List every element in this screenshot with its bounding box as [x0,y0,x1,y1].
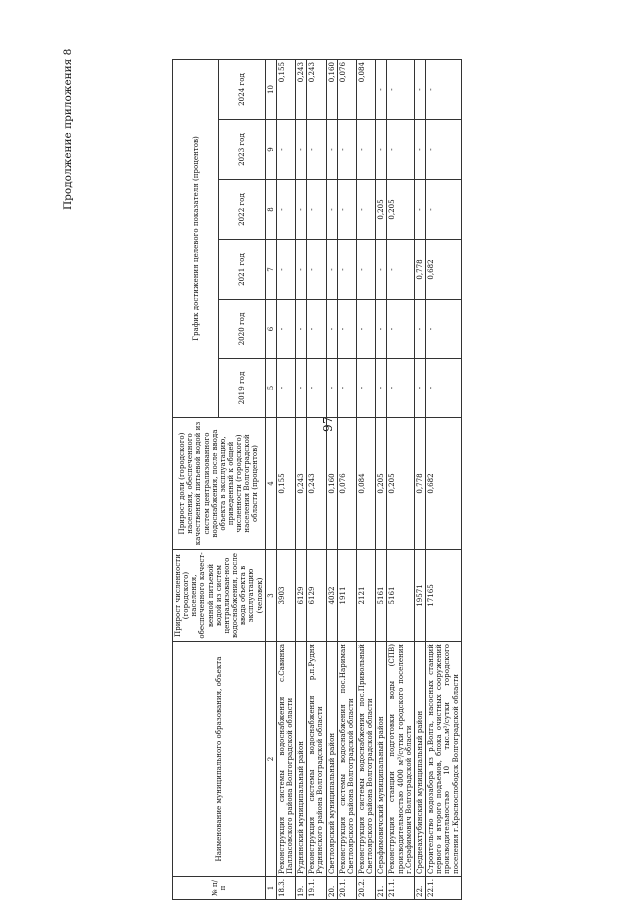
header-schedule: График достижения целевого показателя (процентов) [173,59,219,417]
row-num: 22. [414,877,425,900]
row-year-value: - [376,359,387,418]
row-share: 0,243 [296,418,307,550]
col-index: 2 [265,642,276,877]
row-share: 0,160 [326,418,337,550]
row-year-value: - [426,59,462,119]
row-pop: 6129 [296,550,307,642]
col-index: 6 [265,300,276,359]
col-index: 10 [265,59,276,119]
table-row [357,59,376,899]
row-year-value: - [426,359,462,418]
row-share: 0,243 [307,418,326,550]
row-year-value: - [357,300,376,359]
row-num: 19. [296,877,307,900]
header-year: 2022 год [219,180,265,240]
row-year-value: - [426,300,462,359]
row-pop: 1911 [337,550,356,642]
table-row [414,59,425,899]
col-index: 7 [265,240,276,300]
row-year-value: - [337,180,356,240]
row-year-value: - [307,240,326,300]
row-year-value: 0,205 [376,180,387,240]
row-year-value: - [337,120,356,180]
row-year-value: - [376,300,387,359]
row-name: Руднянский муниципальный район [296,642,307,877]
row-year-value: - [276,120,295,180]
row-year-value: - [414,59,425,119]
page-number: 97 [321,415,335,432]
row-year-value: - [376,59,387,119]
header-num: № п/п [173,877,266,900]
row-year-value: - [357,359,376,418]
row-year-value: - [357,180,376,240]
continuation-label: Продолжение приложения 8 [62,48,74,210]
row-year-value: 0,084 [357,59,376,119]
row-year-value: - [276,359,295,418]
row-num: 20.1. [337,877,356,900]
row-year-value: - [296,240,307,300]
row-year-value: - [387,120,414,180]
row-num: 20.2. [357,877,376,900]
index-row [265,59,276,899]
col-index: 4 [265,418,276,550]
row-share: 0,076 [337,418,356,550]
header-year: 2020 год [219,300,265,359]
table-row [426,59,462,899]
row-num: 19.1. [307,877,326,900]
row-pop: 5161 [376,550,387,642]
row-num: 18.3. [276,877,295,900]
row-year-value: 0,205 [387,180,414,240]
row-name: Реконструкция системы водоснабжения пос.Привольный Светлоярского района Волгоградской области [357,642,376,877]
row-pop: 17165 [426,550,462,642]
row-year-value: - [326,359,337,418]
header-year: 2019 год [219,359,265,418]
row-year-value: - [387,240,414,300]
row-year-value: - [337,300,356,359]
row-pop: 19571 [414,550,425,642]
table-row [387,59,414,899]
row-year-value: - [387,359,414,418]
row-share: 0,778 [414,418,425,550]
row-year-value: 0,160 [326,59,337,119]
row-num: 22.1. [426,877,462,900]
row-year-value: - [337,240,356,300]
row-year-value: 0,155 [276,59,295,119]
row-name: Реконструкция станции подготовки воды (СПВ) производительностью 4000 м³/сутки городского поселения г.Серафимович Волгоградской области [387,642,414,877]
row-year-value: - [276,180,295,240]
header-share-growth: Прирост доли (городского) населения, обеспеченного качественной питьевой водой из систем централизованного водоснабжения, после ввода объекта в эксплуатацию, приведенный к общей численности (городского) населения Волгоградской области (процентов) [173,418,266,550]
table-body [276,59,461,899]
row-num: 21. [376,877,387,900]
row-year-value: - [307,300,326,359]
row-year-value: - [387,59,414,119]
row-num: 20. [326,877,337,900]
row-year-value: - [376,240,387,300]
table-row [376,59,387,899]
header-year: 2024 год [219,59,265,119]
row-year-value: - [326,120,337,180]
row-year-value: - [426,120,462,180]
row-year-value: - [387,300,414,359]
row-year-value: - [326,240,337,300]
row-year-value: - [326,180,337,240]
col-index: 9 [265,120,276,180]
row-share: 0,205 [376,418,387,550]
table-row [296,59,307,899]
row-year-value: - [276,240,295,300]
row-name: Светлоярский муниципальный район [326,642,337,877]
col-index: 3 [265,550,276,642]
row-year-value: - [357,240,376,300]
row-share: 0,205 [387,418,414,550]
table-row [337,59,356,899]
row-year-value: - [414,180,425,240]
row-year-value: - [296,359,307,418]
row-year-value: 0,778 [414,240,425,300]
row-year-value: 0,682 [426,240,462,300]
row-num: 21.1. [387,877,414,900]
col-index: 5 [265,359,276,418]
table-row [307,59,326,899]
row-year-value: 0,243 [296,59,307,119]
col-index: 8 [265,180,276,240]
row-year-value: - [414,300,425,359]
table-row [326,59,337,899]
row-name: Реконструкция системы водоснабжения пос.Нариман Светлоярского района Волгоградской области [337,642,356,877]
row-year-value: - [326,300,337,359]
row-share: 0,682 [426,418,462,550]
row-year-value: - [276,300,295,359]
row-year-value: - [307,120,326,180]
header-year: 2023 год [219,120,265,180]
row-year-value: - [376,120,387,180]
row-year-value: 0,076 [337,59,356,119]
header-year: 2021 год [219,240,265,300]
row-year-value: - [296,180,307,240]
row-year-value: - [414,359,425,418]
row-year-value: - [307,180,326,240]
row-name: Строительство водозабора из р.Волга, насосных станций первого и второго подъемов, блока очистных сооружений производительностью 10 тыс.м³/сутки городского поселения г.Краснослободск Волгоградской области [426,642,462,877]
header-name: Наименование муниципального образования, объекта [173,642,266,877]
row-year-value: - [337,359,356,418]
table-row [276,59,295,899]
row-year-value: - [307,359,326,418]
row-year-value: - [426,180,462,240]
row-pop: 3903 [276,550,295,642]
header-pop-growth: Прирост численности (городского) населения, обеспеченного качест-венной питьевой водой из систем централизован-ного водоснабжения, после ввода объекта в эксплуатацию (человек) [173,550,266,642]
header-row [173,59,219,899]
row-year-value: - [296,120,307,180]
row-name: Среднеахтубинский муниципальный район [414,642,425,877]
table-wrapper [172,60,462,900]
row-name: Реконструкция системы водоснабжения с.Савинка Палласовского района Волгоградской области [276,642,295,877]
row-year-value: 0,243 [307,59,326,119]
row-year-value: - [357,120,376,180]
row-share: 0,084 [357,418,376,550]
row-year-value: - [414,120,425,180]
schedule-table [172,59,462,900]
row-pop: 6129 [307,550,326,642]
row-pop: 4032 [326,550,337,642]
row-name: Серафимовичский муниципальный район [376,642,387,877]
row-pop: 5161 [387,550,414,642]
col-index: 1 [265,877,276,900]
row-name: Реконструкция системы водоснабжения р.п.Рудня Руднянского района Волгоградской области [307,642,326,877]
row-share: 0,155 [276,418,295,550]
row-pop: 2121 [357,550,376,642]
row-year-value: - [296,300,307,359]
